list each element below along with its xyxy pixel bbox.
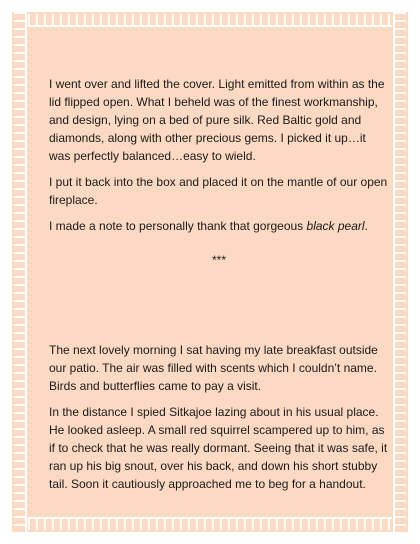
greek-key-border-left xyxy=(12,12,28,532)
text-block-top xyxy=(49,75,389,269)
greek-key-border-bottom xyxy=(12,516,408,532)
note-end: . xyxy=(364,219,368,233)
greek-key-border-top xyxy=(12,12,408,28)
paragraph-note xyxy=(49,217,389,235)
note-text: I made a note to personally thank that gorgeous xyxy=(49,219,307,233)
text-block-bottom xyxy=(49,341,389,501)
note-emphasis: black pearl xyxy=(306,219,365,233)
paragraph: The next lovely morning I sat having my late breakfast outside our patio. The air was filled with scents which I couldn’t name. Birds and butterflies came to pay a visit. xyxy=(49,343,378,393)
paragraph: In the distance I spied Sitkajoe lazing about in his usual place. He looked asleep. A small red squirrel scampered up to him, as if to check that he was really dormant. Seeing that it was safe, it ran up his big snout, over his back, and down his short stubby tail. Soon it cautiously approached me to beg for a handout. xyxy=(49,405,388,491)
paragraph: I went over and lifted the cover. Light emitted from within as the lid flipped open. What I beheld was of the finest workmanship, and design, lying on a bed of pure silk. Red Baltic gold and diamonds, along with other precious gems. I picked it up…it was perfectly balanced…easy to wield. xyxy=(49,77,385,163)
book-page xyxy=(12,12,408,532)
section-separator: *** xyxy=(211,253,226,267)
greek-key-border-right xyxy=(392,12,408,532)
paragraph: I put it back into the box and placed it on the mantle of our open fireplace. xyxy=(49,175,388,207)
